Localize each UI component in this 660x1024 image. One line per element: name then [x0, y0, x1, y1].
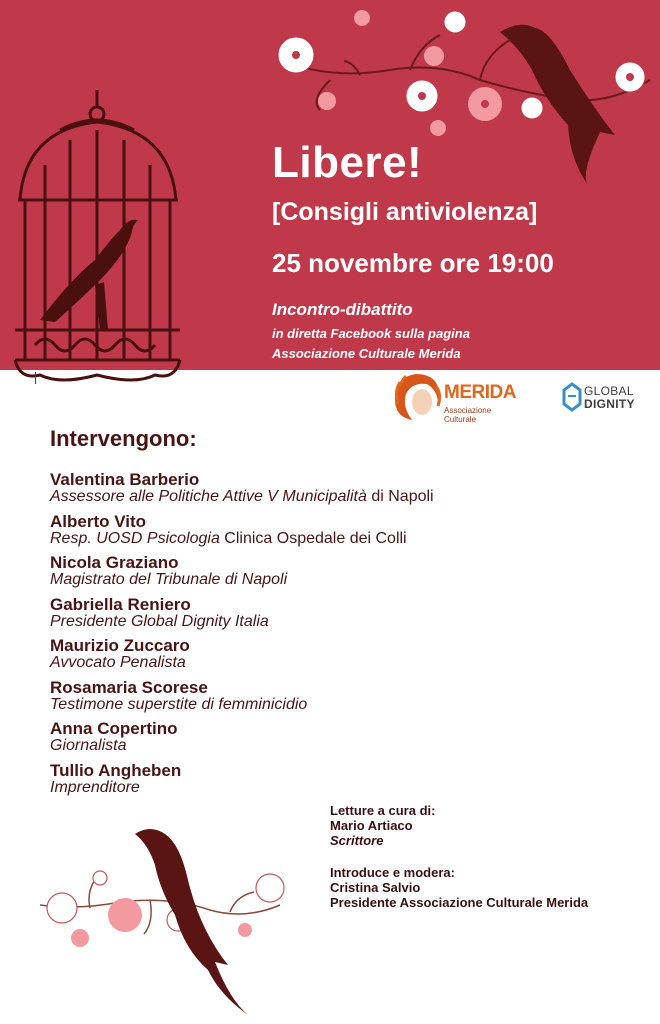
speakers-list [50, 471, 650, 803]
global-dignity-logo [562, 382, 654, 414]
speaker-role: Magistrato del Tribunale di Napoli [50, 571, 288, 588]
speaker-name: Nicola Graziano [50, 553, 179, 572]
moderator-name: Cristina Salvio [330, 880, 421, 895]
global-dignity-line1: GLOBAL [584, 384, 634, 398]
speaker-item [50, 762, 650, 804]
global-dignity-line2: DIGNITY [584, 397, 635, 411]
birdcage-icon [0, 90, 195, 390]
speaker-role: Imprenditore [50, 778, 140, 796]
speaker-role: Avvocato Penalista [50, 654, 186, 671]
speaker-role: Assessore alle Politiche Attive V Municipalità di Napoli [50, 488, 434, 505]
moderator-label: Introduce e modera: [330, 865, 455, 880]
credits-block [330, 803, 650, 927]
facebook-page-name: Associazione Culturale Merida [272, 346, 461, 361]
speaker-role: Testimone superstite di femminicidio [50, 695, 308, 713]
speaker-name: Rosamaria Scorese [50, 677, 208, 697]
global-dignity-mark-icon [562, 382, 582, 412]
live-stream-note: in diretta Facebook sulla pagina [272, 326, 470, 341]
flowering-branch-with-swallow-icon [30, 820, 300, 1020]
speaker-item [50, 471, 650, 513]
speaker-item [50, 637, 650, 679]
speaker-role: Presidente Global Dignity Italia [50, 612, 269, 630]
speaker-name: Anna Copertino [50, 719, 178, 738]
event-title: Libere! [272, 138, 423, 187]
merida-face-icon [392, 372, 442, 422]
event-subtitle: [Consigli antiviolenza] [272, 198, 538, 226]
speaker-name: Valentina Barberio [50, 470, 200, 489]
readings-role: Scrittore [330, 833, 384, 848]
speaker-item [50, 720, 650, 762]
divider-mark [35, 372, 36, 384]
event-date: 25 novembre ore 19:00 [272, 248, 554, 278]
speaker-name: Gabriella Reniero [50, 594, 191, 614]
speaker-name: Maurizio Zuccaro [50, 636, 190, 655]
moderator-credit [330, 865, 650, 910]
speakers-heading: Intervengono: [50, 426, 197, 451]
readings-name: Mario Artiaco [330, 818, 413, 833]
speaker-name: Tullio Angheben [50, 760, 182, 780]
speaker-role: Resp. UOSD Psicologia Clinica Ospedale dei Colli [50, 529, 407, 547]
speaker-item [50, 679, 650, 721]
merida-logo-name: MERIDA [444, 382, 516, 403]
speaker-role: Giornalista [50, 737, 127, 754]
moderator-role: Presidente Associazione Culturale Merida [330, 895, 589, 910]
merida-logo [392, 372, 524, 422]
speaker-item [50, 596, 650, 638]
header-banner [0, 0, 660, 370]
event-type: Incontro-dibattito [272, 300, 413, 319]
readings-label: Letture a cura di: [330, 803, 436, 818]
speaker-item [50, 513, 650, 555]
speaker-name: Alberto Vito [50, 511, 147, 531]
speaker-item [50, 554, 650, 596]
merida-logo-subtitle: Associazione Culturale [444, 406, 492, 424]
readings-credit [330, 803, 650, 848]
